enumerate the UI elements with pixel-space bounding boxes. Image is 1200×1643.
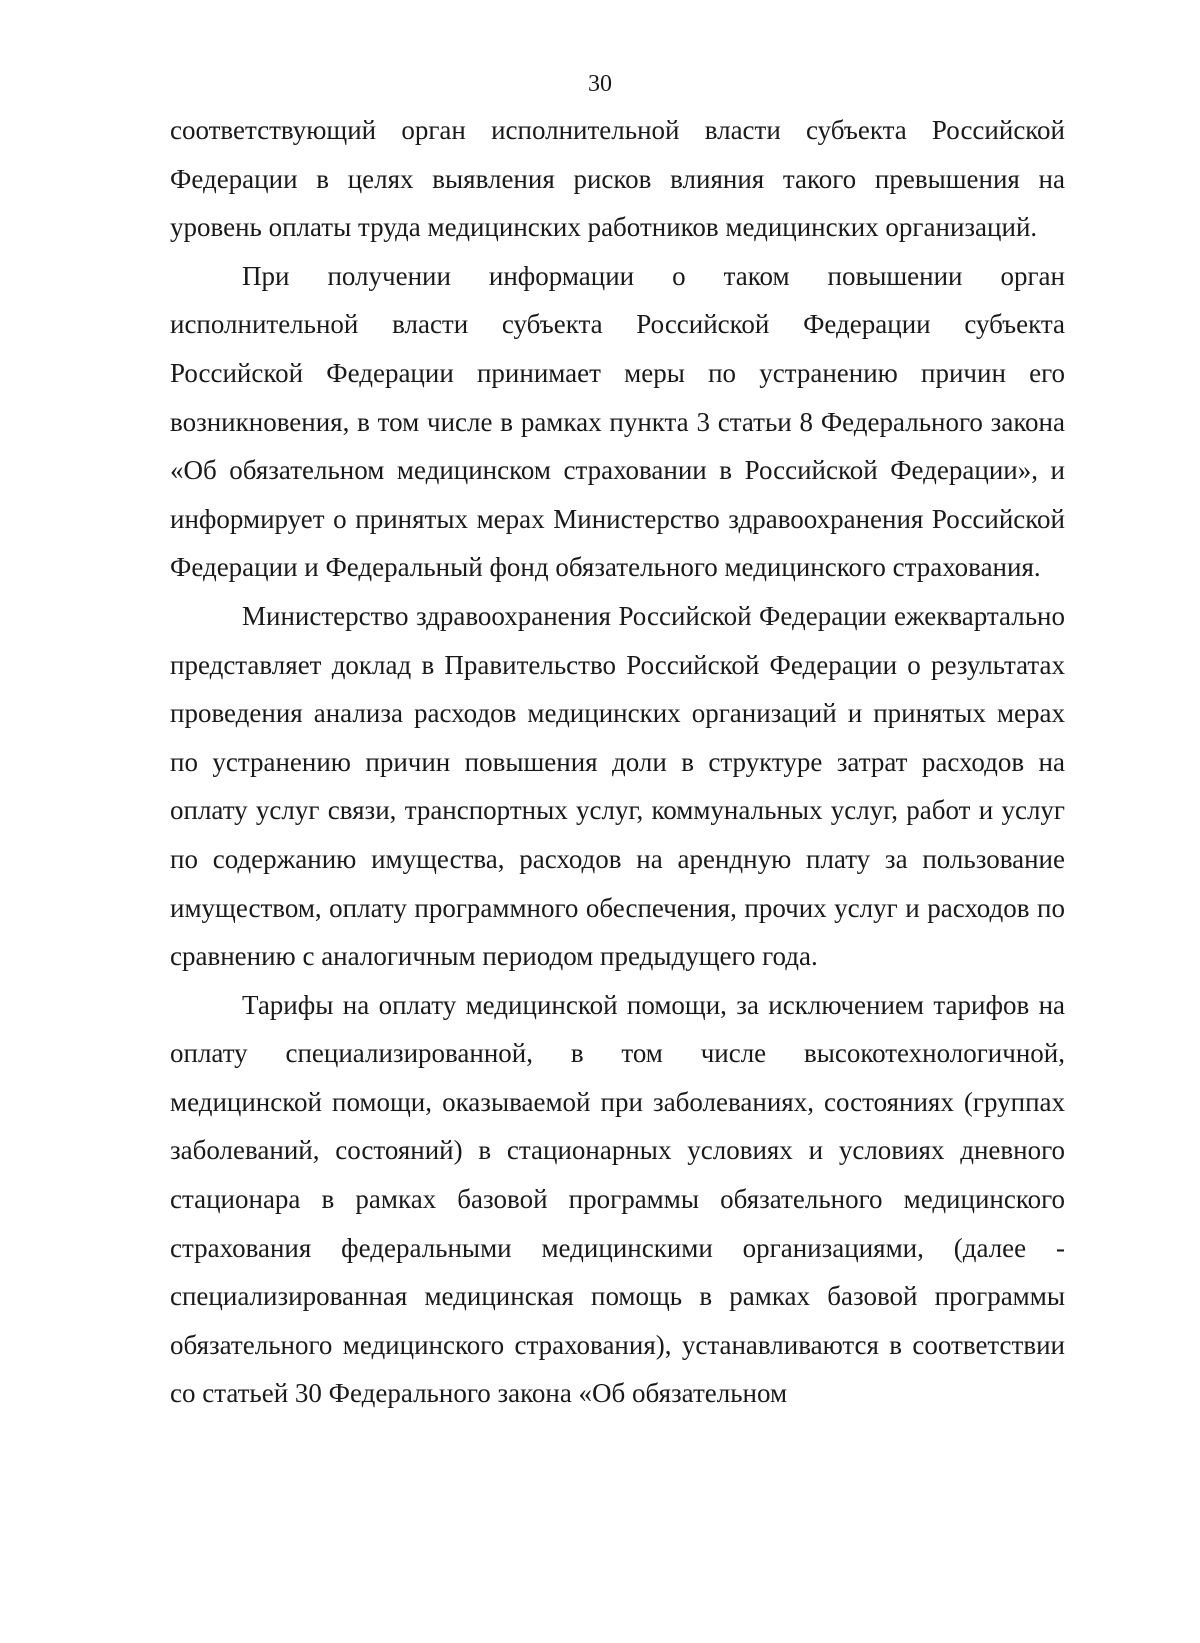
document-body xyxy=(170,106,1065,1418)
paragraph-3: Министерство здравоохранения Российской Федерации ежеквартально представляет доклад в Правительство Российской Федерации о результатах проведения анализа расходов медицинских организаций и принятых мерах по устранению причин повышения доли в структуре затрат расходов на оплату услуг связи, транспортных услуг, коммунальных услуг, работ и услуг по содержанию имущества, расходов на арендную плату за пользование имуществом, оплату программного обеспечения, прочих услуг и расходов по сравнению с аналогичным периодом предыдущего года. xyxy=(170,600,1065,972)
paragraph-1: соответствующий орган исполнительной власти субъекта Российской Федерации в целях выявления рисков влияния такого превышения на уровень оплаты труда медицинских работников медицинских организаций. xyxy=(170,115,1065,243)
page-number: 30 xyxy=(588,71,612,97)
paragraph-2: При получении информации о таком повышении орган исполнительной власти субъекта Российской Федерации субъекта Российской Федерации принимает меры по устранению причин его возникновения, в том числе в рамках пункта 3 статьи 8 Федерального закона «Об обязательном медицинском страховании в Российской Федерации», и информирует о принятых мерах Министерство здравоохранения Российской Федерации и Федеральный фонд обязательного медицинского страхования. xyxy=(170,260,1065,583)
paragraph-4: Тарифы на оплату медицинской помощи, за исключением тарифов на оплату специализированной, в том числе высокотехнологичной, медицинской помощи, оказываемой при заболеваниях, состояниях (группах заболеваний, состояний) в стационарных условиях и условиях дневного стационара в рамках базовой программы обязательного медицинского страхования федеральными медицинскими организациями, (далее - специализированная медицинская помощь в рамках базовой программы обязательного медицинского страхования), устанавливаются в соответствии со статьей 30 Федерального закона «Об обязательном xyxy=(170,989,1065,1409)
